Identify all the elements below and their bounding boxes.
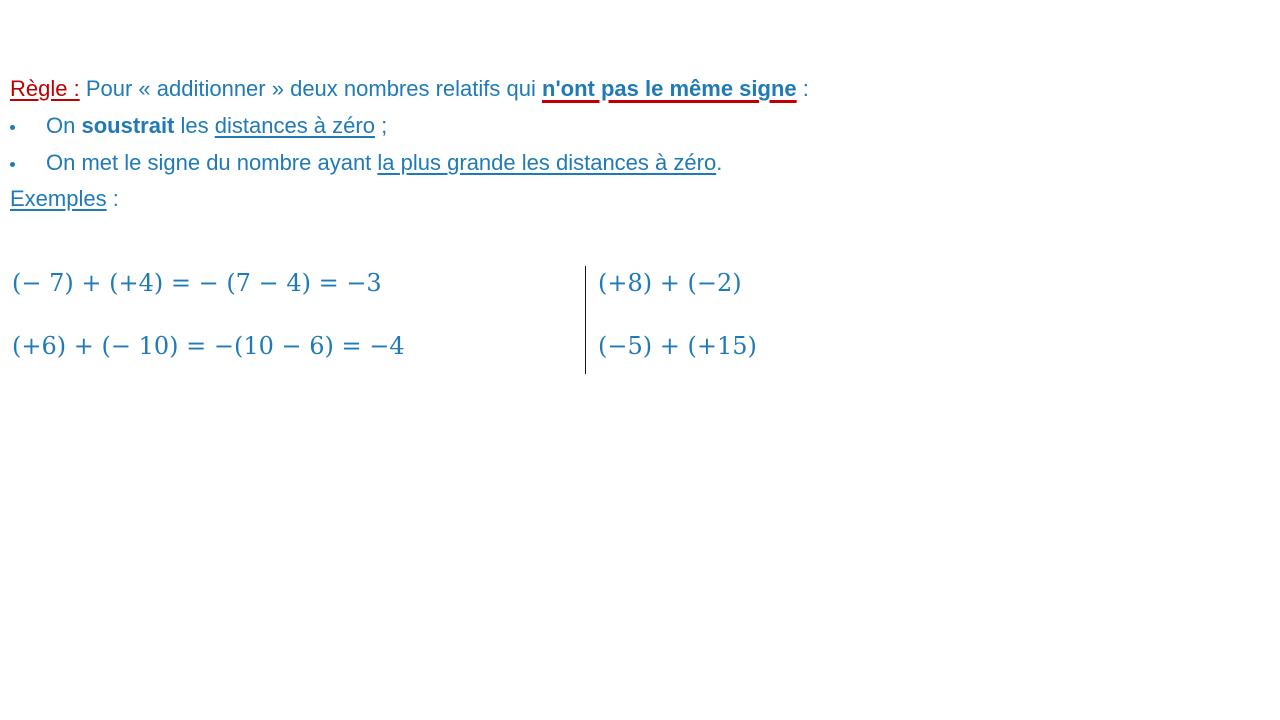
column-divider xyxy=(585,266,586,374)
bullet-after: ; xyxy=(374,113,388,138)
bullet-underlined: la plus grande les distances à zéro xyxy=(377,150,717,175)
bullet-before: On met le signe du nombre ayant xyxy=(46,150,378,175)
equation-left-1: (− 7) + (+4) = − (7 − 4) = −3 xyxy=(12,269,382,297)
rule-emphasis: n'ont pas le même signe xyxy=(542,76,797,101)
equation-right-2: (−5) + (+15) xyxy=(598,332,757,360)
bullet-before: On xyxy=(46,113,82,138)
examples-label: Exemples xyxy=(10,186,107,211)
bullet-text xyxy=(46,149,722,177)
rule-end: : xyxy=(796,76,809,101)
bullet-dot-icon xyxy=(10,125,15,130)
bullet-text xyxy=(46,112,387,140)
rule-line xyxy=(10,75,809,103)
equation-right-1: (+8) + (−2) xyxy=(598,269,742,297)
equation-left-2: (+6) + (− 10) = −(10 − 6) = −4 xyxy=(12,332,405,360)
rule-label: Règle : xyxy=(10,76,80,101)
bullet-bold: soustrait xyxy=(81,113,175,138)
bullet-dot-icon xyxy=(10,162,15,167)
bullet-after: . xyxy=(716,150,723,175)
bullet-underlined: distances à zéro xyxy=(214,113,375,138)
rule-intro: Pour « additionner » deux nombres relatifs qui xyxy=(79,76,542,101)
examples-heading xyxy=(10,185,119,213)
examples-colon: : xyxy=(106,186,119,211)
bullet-middle: les xyxy=(174,113,215,138)
